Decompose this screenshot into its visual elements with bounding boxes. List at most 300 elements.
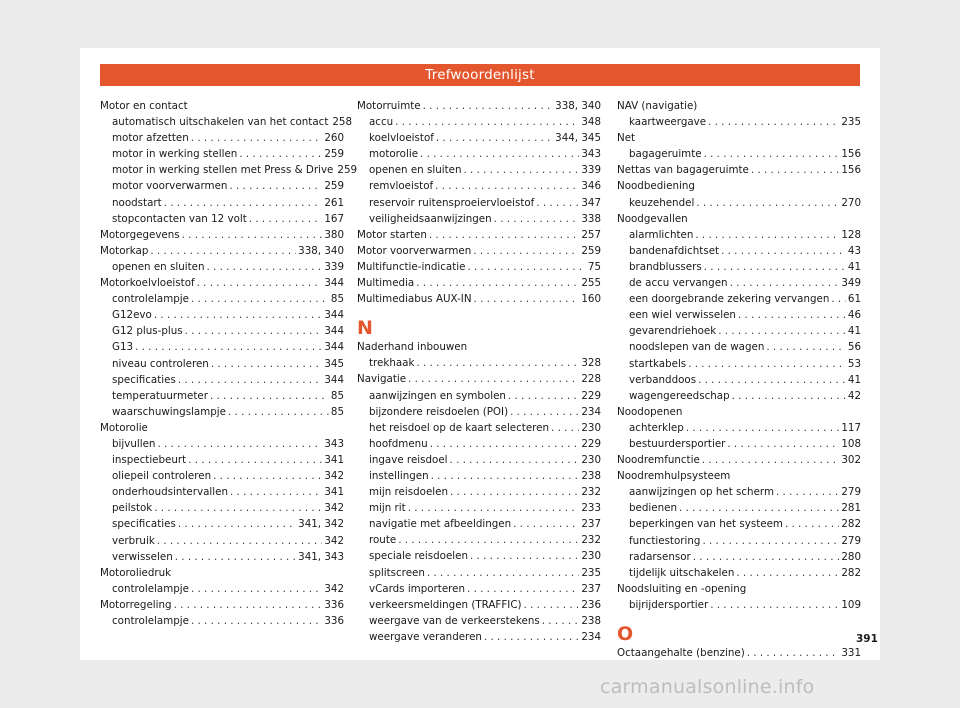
entry-page-ref: 344 xyxy=(324,341,344,354)
index-subentry xyxy=(357,532,601,548)
index-subentry xyxy=(357,114,601,130)
entry-label: onderhoudsintervallen xyxy=(112,486,228,499)
index-column-2 xyxy=(357,98,601,645)
index-subentry xyxy=(357,211,601,227)
index-column-1 xyxy=(100,98,358,629)
index-subentry xyxy=(100,484,344,500)
entry-page-ref: 342 xyxy=(324,534,344,547)
entry-page-ref: 338 xyxy=(581,212,601,225)
entry-page-ref: 336 xyxy=(324,615,344,627)
entry-page-ref: 338, 340 xyxy=(555,100,601,112)
dot-leader xyxy=(174,597,323,613)
entry-label: ingave reisdoel xyxy=(369,453,448,466)
entry-page-ref: 235 xyxy=(581,566,601,579)
entry-page-ref: 230 xyxy=(581,550,601,563)
dot-leader xyxy=(191,291,329,307)
dot-leader xyxy=(738,307,846,323)
dot-leader xyxy=(747,645,840,661)
index-subentry xyxy=(617,516,861,532)
entry-page-ref: 117 xyxy=(841,421,861,434)
entry-page-ref: 259 xyxy=(324,180,344,193)
index-subentry xyxy=(100,323,344,339)
index-subentry xyxy=(100,162,358,178)
dot-leader xyxy=(191,130,323,146)
entry-page-ref: 279 xyxy=(841,486,861,499)
entry-page-ref: 345 xyxy=(324,357,344,370)
entry-label: verkeersmeldingen (TRAFFIC) xyxy=(369,598,522,611)
index-subentry xyxy=(100,307,344,323)
entry-page-ref: 259 xyxy=(324,148,344,161)
dot-leader xyxy=(182,227,323,243)
dot-leader xyxy=(470,548,579,564)
index-subentry xyxy=(100,178,344,194)
dot-leader xyxy=(408,500,580,516)
index-subentry xyxy=(617,114,861,130)
index-subentry xyxy=(100,356,344,372)
entry-page-ref: 349 xyxy=(841,277,861,290)
entry-page-ref: 53 xyxy=(847,357,861,370)
index-subentry xyxy=(357,597,601,613)
entry-label: Multifunctie-indicatie xyxy=(357,260,466,273)
dot-leader xyxy=(831,291,846,307)
dot-leader xyxy=(427,565,579,581)
dot-leader xyxy=(463,162,579,178)
entry-label: noodstart xyxy=(112,196,162,209)
dot-leader xyxy=(474,291,580,307)
entry-page-ref: 342 xyxy=(324,502,344,515)
dot-leader xyxy=(228,404,329,420)
dot-leader xyxy=(524,597,580,613)
dot-leader xyxy=(423,98,554,114)
entry-label: instellingen xyxy=(369,469,429,482)
dot-leader xyxy=(679,500,839,516)
dot-leader xyxy=(704,146,840,162)
entry-label: de accu vervangen xyxy=(629,277,728,290)
index-subentry xyxy=(617,275,861,291)
dot-leader xyxy=(157,533,323,549)
entry-page-ref: 43 xyxy=(847,244,861,257)
entry-label: remvloeistof xyxy=(369,180,434,193)
dot-leader xyxy=(435,178,579,194)
index-heading: Noodopenen xyxy=(617,405,683,418)
entry-page-ref: 347 xyxy=(581,196,601,209)
index-subentry xyxy=(617,388,861,404)
dot-leader xyxy=(494,211,580,227)
entry-label: verwisselen xyxy=(112,550,173,563)
entry-label: splitscreen xyxy=(369,566,425,579)
entry-page-ref: 234 xyxy=(581,405,601,418)
index-subentry xyxy=(100,114,353,130)
index-subentry xyxy=(357,404,601,420)
dot-leader xyxy=(213,468,322,484)
dot-leader xyxy=(751,162,839,178)
dot-leader xyxy=(450,452,580,468)
dot-leader xyxy=(229,178,322,194)
index-subentry xyxy=(617,291,861,307)
entry-label: motor afzetten xyxy=(112,132,189,145)
dot-leader xyxy=(154,307,323,323)
dot-leader xyxy=(736,565,839,581)
dot-leader xyxy=(693,549,840,565)
index-entry xyxy=(100,275,344,291)
entry-page-ref: 270 xyxy=(841,196,861,209)
index-entry xyxy=(357,275,601,291)
index-subentry xyxy=(617,372,861,388)
index-subentry xyxy=(617,195,861,211)
entry-page-ref: 160 xyxy=(581,293,601,306)
entry-page-ref: 260 xyxy=(324,132,344,145)
index-subentry xyxy=(617,436,861,452)
entry-label: specificaties xyxy=(112,373,176,386)
page-number: 391 xyxy=(856,633,878,645)
entry-label: inspectiebeurt xyxy=(112,454,187,467)
entry-page-ref: 56 xyxy=(847,341,861,354)
dot-leader xyxy=(206,259,322,275)
index-subentry xyxy=(357,516,601,532)
entry-label: aanwijzingen op het scherm xyxy=(629,486,775,499)
entry-page-ref: 61 xyxy=(847,293,861,306)
index-subentry xyxy=(617,565,861,581)
dot-leader xyxy=(416,275,579,291)
entry-page-ref: 42 xyxy=(847,389,861,402)
index-entry xyxy=(357,371,601,387)
dot-leader xyxy=(467,259,585,275)
entry-label: bedienen xyxy=(629,502,677,515)
dot-leader xyxy=(467,581,579,597)
entry-label: bestuurdersportier xyxy=(629,437,726,450)
entry-label: vCards importeren xyxy=(369,582,466,595)
index-entry xyxy=(100,597,344,613)
entry-label: openen en sluiten xyxy=(112,260,205,273)
entry-page-ref: 328 xyxy=(581,357,601,370)
entry-page-ref: 238 xyxy=(581,469,601,482)
index-entry xyxy=(100,227,344,243)
dot-leader xyxy=(698,372,846,388)
entry-page-ref: 236 xyxy=(581,598,601,611)
entry-label: G13 xyxy=(112,341,134,354)
dot-leader xyxy=(536,195,579,211)
entry-label: het reisdoel op de kaart selecteren xyxy=(369,421,550,434)
entry-label: controlelampje xyxy=(112,615,189,627)
entry-page-ref: 41 xyxy=(847,325,861,338)
entry-page-ref: 255 xyxy=(581,277,601,290)
dot-leader xyxy=(178,372,323,388)
dot-leader xyxy=(197,275,323,291)
index-subentry xyxy=(100,613,344,629)
entry-label: motor voorverwarmen xyxy=(112,180,228,193)
dot-leader xyxy=(175,549,296,565)
entry-page-ref: 261 xyxy=(324,196,344,209)
section-title: Trefwoordenlijst xyxy=(100,64,860,86)
dot-leader xyxy=(239,146,322,162)
entry-page-ref: 344 xyxy=(324,309,344,322)
index-subentry xyxy=(617,549,861,565)
dot-leader xyxy=(766,339,846,355)
index-column-3 xyxy=(617,98,861,661)
entry-page-ref: 380 xyxy=(324,228,344,241)
entry-page-ref: 341, 343 xyxy=(298,550,344,563)
entry-page-ref: 258 xyxy=(332,116,353,129)
entry-label: mijn reisdoelen xyxy=(369,486,449,499)
entry-label: bagageruimte xyxy=(629,148,702,161)
dot-leader xyxy=(210,388,329,404)
dot-leader xyxy=(473,243,579,259)
entry-page-ref: 338, 340 xyxy=(298,244,344,257)
index-subentry xyxy=(617,243,861,259)
entry-page-ref: 230 xyxy=(581,453,601,466)
dot-leader xyxy=(429,227,579,243)
entry-page-ref: 344 xyxy=(324,325,344,338)
index-subentry xyxy=(357,468,601,484)
index-subentry xyxy=(357,548,601,564)
index-entry xyxy=(357,291,601,307)
index-subentry xyxy=(617,339,861,355)
index-subentry xyxy=(617,307,861,323)
index-subentry xyxy=(100,339,344,355)
entry-label: Motor starten xyxy=(357,228,427,241)
entry-label: functiestoring xyxy=(629,534,701,547)
entry-label: verbruik xyxy=(112,534,155,547)
index-entry xyxy=(357,243,601,259)
entry-label: radarsensor xyxy=(629,550,691,563)
entry-label: oliepeil controleren xyxy=(112,470,212,483)
entry-label: speciale reisdoelen xyxy=(369,550,468,563)
entry-page-ref: 280 xyxy=(841,550,861,563)
index-entry xyxy=(357,259,601,275)
index-subentry xyxy=(357,452,601,468)
entry-page-ref: 41 xyxy=(847,373,861,386)
dot-leader xyxy=(178,516,296,532)
entry-label: brandblussers xyxy=(629,260,702,273)
index-entry xyxy=(357,227,601,243)
dot-leader xyxy=(430,436,580,452)
index-subentry xyxy=(357,195,601,211)
index-subentry xyxy=(100,581,344,597)
entry-page-ref: 75 xyxy=(587,260,601,273)
entry-label: weergave van de verkeerstekens xyxy=(369,614,540,627)
entry-label: peilstok xyxy=(112,502,153,515)
entry-page-ref: 342 xyxy=(324,470,344,483)
entry-label: veiligheidsaanwijzingen xyxy=(369,212,492,225)
entry-page-ref: 339 xyxy=(324,260,344,273)
index-subentry xyxy=(617,420,861,436)
dot-leader xyxy=(484,629,579,645)
entry-page-ref: 341 xyxy=(324,454,344,467)
dot-leader xyxy=(508,388,579,404)
entry-page-ref: 341 xyxy=(324,486,344,499)
index-heading: Motoroliedruk xyxy=(100,566,172,579)
dot-leader xyxy=(191,581,322,597)
index-subentry xyxy=(617,500,861,516)
index-subentry xyxy=(100,516,344,532)
dot-leader xyxy=(191,613,322,629)
entry-label: noodslepen van de wagen xyxy=(629,341,765,354)
dot-leader xyxy=(157,436,322,452)
dot-leader xyxy=(702,452,840,468)
dot-leader xyxy=(135,339,322,355)
entry-page-ref: 232 xyxy=(581,534,601,547)
index-subentry xyxy=(357,388,601,404)
index-subentry xyxy=(357,178,601,194)
dot-leader xyxy=(164,195,323,211)
entry-page-ref: 232 xyxy=(581,486,601,499)
entry-page-ref: 342 xyxy=(324,582,344,595)
entry-page-ref: 229 xyxy=(581,437,601,450)
dot-leader xyxy=(702,533,839,549)
entry-label: Motorkoelvloeistof xyxy=(100,277,195,290)
entry-label: weergave veranderen xyxy=(369,630,482,643)
entry-label: automatisch uitschakelen van het contact xyxy=(112,116,329,129)
dot-leader xyxy=(395,114,579,130)
entry-label: navigatie met afbeeldingen xyxy=(369,518,512,531)
dot-leader xyxy=(708,114,839,130)
index-subentry xyxy=(100,404,344,420)
entry-page-ref: 85 xyxy=(330,405,344,418)
dot-leader xyxy=(398,532,579,548)
index-subentry xyxy=(100,211,344,227)
entry-label: achterklep xyxy=(629,421,684,434)
index-subentry xyxy=(357,436,601,452)
index-letter-heading: O xyxy=(617,623,634,645)
entry-label: motor in werking stellen met Press & Drive xyxy=(112,164,334,177)
index-heading: NAV (navigatie) xyxy=(617,100,698,112)
entry-label: waarschuwingslampje xyxy=(112,405,226,418)
dot-leader xyxy=(730,275,840,291)
entry-label: reservoir ruitensproeiervloeistof xyxy=(369,196,535,209)
index-subentry xyxy=(100,146,344,162)
entry-page-ref: 344 xyxy=(324,277,344,290)
entry-label: Multimedia xyxy=(357,277,415,290)
entry-page-ref: 282 xyxy=(841,566,861,579)
dot-leader xyxy=(688,356,846,372)
entry-page-ref: 237 xyxy=(581,518,601,531)
entry-label: openen en sluiten xyxy=(369,164,462,177)
entry-label: bijvullen xyxy=(112,437,156,450)
entry-page-ref: 259 xyxy=(581,244,601,257)
dot-leader xyxy=(154,500,322,516)
index-heading: Noodbediening xyxy=(617,180,695,193)
index-subentry xyxy=(357,146,601,162)
dot-leader xyxy=(776,484,839,500)
entry-label: temperatuurmeter xyxy=(112,389,208,402)
dot-leader xyxy=(416,355,579,371)
entry-page-ref: 339 xyxy=(581,164,601,177)
entry-label: bijrijdersportier xyxy=(629,598,709,611)
entry-label: tijdelijk uitschakelen xyxy=(629,566,735,579)
entry-label: G12evo xyxy=(112,309,152,322)
entry-label: Multimediabus AUX-IN xyxy=(357,293,472,306)
index-subentry xyxy=(617,533,861,549)
dot-leader xyxy=(450,484,579,500)
index-subentry xyxy=(357,629,601,645)
entry-label: route xyxy=(369,534,397,547)
entry-label: aanwijzingen en symbolen xyxy=(369,389,506,402)
entry-label: trekhaak xyxy=(369,357,415,370)
entry-label: motor in werking stellen xyxy=(112,148,238,161)
index-subentry xyxy=(357,420,601,436)
entry-page-ref: 331 xyxy=(841,647,861,659)
entry-page-ref: 341, 342 xyxy=(298,518,344,531)
entry-label: beperkingen van het systeem xyxy=(629,518,783,531)
dot-leader xyxy=(420,146,579,162)
entry-label: bijzondere reisdoelen (POI) xyxy=(369,405,509,418)
entry-label: wagengereedschap xyxy=(629,389,730,402)
entry-page-ref: 344, 345 xyxy=(555,132,601,145)
dot-leader xyxy=(436,130,553,146)
entry-page-ref: 109 xyxy=(841,598,861,611)
entry-label: accu xyxy=(369,116,394,129)
dot-leader xyxy=(542,613,580,629)
entry-page-ref: 233 xyxy=(581,502,601,515)
entry-page-ref: 228 xyxy=(581,373,601,386)
index-heading: Noodsluiting en -opening xyxy=(617,582,747,595)
entry-page-ref: 237 xyxy=(581,582,601,595)
index-subentry xyxy=(617,227,861,243)
entry-page-ref: 279 xyxy=(841,534,861,547)
entry-label: bandenafdichtset xyxy=(629,244,720,257)
entry-page-ref: 156 xyxy=(841,148,861,161)
index-subentry xyxy=(357,500,601,516)
dot-leader xyxy=(188,452,322,468)
entry-label: G12 plus-plus xyxy=(112,325,183,338)
index-subentry xyxy=(100,533,344,549)
index-subentry xyxy=(100,452,344,468)
index-subentry xyxy=(100,195,344,211)
index-subentry xyxy=(100,549,344,565)
index-letter-heading: N xyxy=(357,317,373,340)
entry-page-ref: 302 xyxy=(841,454,861,467)
index-subentry xyxy=(100,259,344,275)
index-entry xyxy=(100,243,344,259)
entry-page-ref: 230 xyxy=(581,421,601,434)
dot-leader xyxy=(727,436,839,452)
dot-leader xyxy=(408,371,579,387)
dot-leader xyxy=(710,597,839,613)
index-subentry xyxy=(100,130,344,146)
index-subentry xyxy=(357,355,601,371)
index-entry xyxy=(357,98,601,114)
index-subentry xyxy=(100,468,344,484)
entry-page-ref: 235 xyxy=(841,116,861,129)
entry-page-ref: 41 xyxy=(847,260,861,273)
dot-leader xyxy=(510,404,579,420)
index-subentry xyxy=(357,162,601,178)
index-subentry xyxy=(617,146,861,162)
dot-leader xyxy=(551,420,579,436)
index-subentry xyxy=(617,597,861,613)
index-subentry xyxy=(100,436,344,452)
entry-label: Motorgegevens xyxy=(100,228,180,241)
dot-leader xyxy=(686,420,840,436)
dot-leader xyxy=(785,516,839,532)
entry-label: koelvloeistof xyxy=(369,132,434,145)
dot-leader xyxy=(513,516,579,532)
entry-page-ref: 336 xyxy=(324,598,344,611)
entry-label: verbanddoos xyxy=(629,373,697,386)
index-entry xyxy=(617,645,861,661)
dot-leader xyxy=(718,323,846,339)
entry-page-ref: 128 xyxy=(841,228,861,241)
entry-label: Motorkap xyxy=(100,244,149,257)
entry-page-ref: 348 xyxy=(581,116,601,129)
entry-page-ref: 343 xyxy=(324,437,344,450)
entry-label: controlelampje xyxy=(112,582,189,595)
index-heading: Motorolie xyxy=(100,421,148,434)
index-heading: Naderhand inbouwen xyxy=(357,341,468,354)
entry-label: kaartweergave xyxy=(629,116,707,129)
dot-leader xyxy=(721,243,846,259)
entry-label: gevarendriehoek xyxy=(629,325,717,338)
